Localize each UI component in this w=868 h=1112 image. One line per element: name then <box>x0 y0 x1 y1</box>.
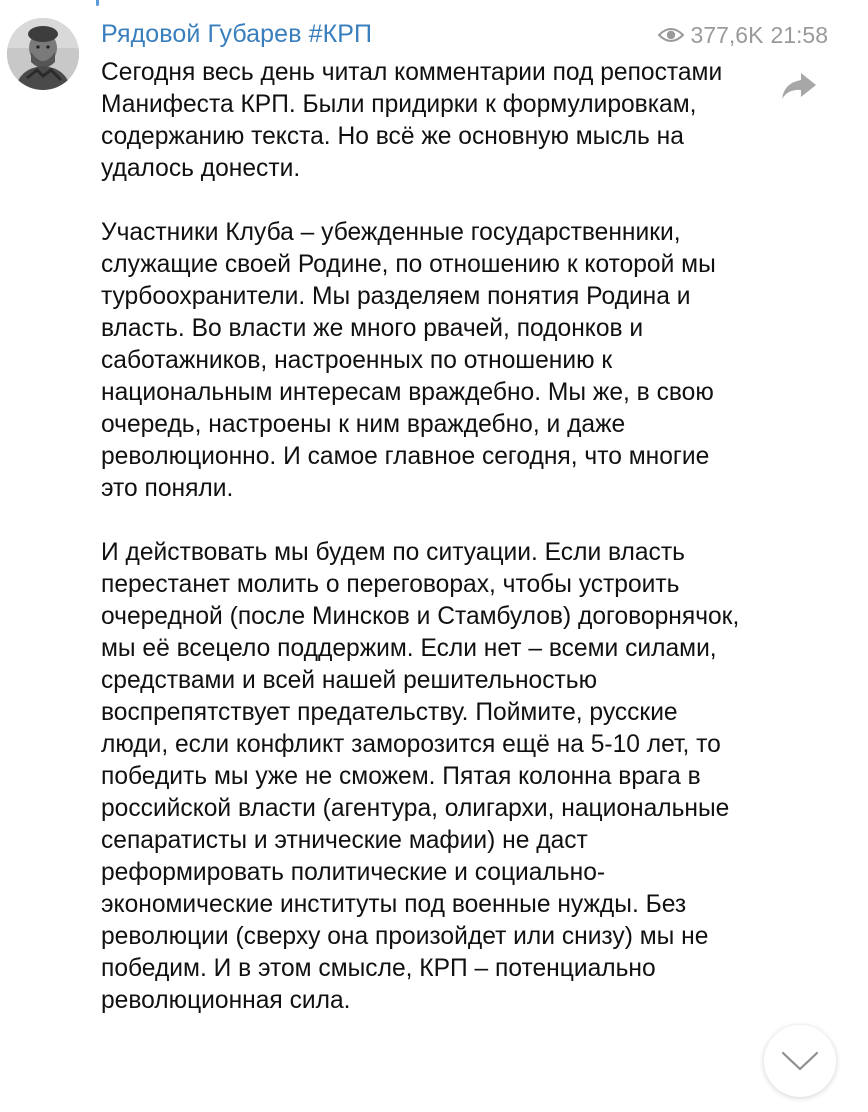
portrait-photo-icon <box>7 18 79 90</box>
share-arrow-icon <box>780 71 818 101</box>
post-text <box>101 57 751 1017</box>
post-paragraph-1: Сегодня весь день читал комментарии под репостами Манифеста КРП. Были придирки к формулировкам, содержанию текста. Но всё же основную мысль на удалось донести. <box>101 59 723 182</box>
views-count: 377,6K <box>690 21 764 48</box>
post-paragraph-3: И действовать мы будем по ситуации. Если власть перестанет молить о переговорах, чтобы устроить очередной (после Минсков и Стамбулов) договорнячок, мы её всецело поддержим. Если нет – всеми силами, средствами и всей нашей решительностью воспрепятствует предательству. Поймите, русские люди, если конфликт заморозится ещё на 5-10 лет, то победить мы уже не сможем. Пятая колонна врага в российской власти (агентура, олигархи, национальные сепаратисты и этнические мафии) не даст реформировать политические и социально-экономические институты под военные нужды. Без революции (сверху она произойдет или снизу) мы не победим. И в этом смысле, КРП – потенциально революционная сила. <box>101 539 740 1014</box>
message-accent-bar <box>96 0 99 6</box>
post-paragraph-2: Участники Клуба – убежденные государственники, служащие своей Родине, по отношению к которой мы турбоохранители. Мы разделяем понятия Родина и власть. Во власти же много рвачей, подонков и саботажников, настроенных по отношению к национальным интересам враждебно. Мы же, в свою очередь, настроены к ним враждебно, и даже революционно. И самое главное сегодня, что многие это поняли. <box>101 219 716 502</box>
share-button[interactable] <box>777 66 821 106</box>
avatar[interactable] <box>7 18 79 90</box>
scroll-down-button[interactable] <box>764 1025 836 1097</box>
message-time: 21:58 <box>770 21 828 48</box>
eye-icon <box>658 26 684 44</box>
message-meta <box>658 19 828 51</box>
channel-author-name[interactable]: Рядовой Губарев #КРП <box>101 20 373 48</box>
message-bubble <box>101 14 751 1017</box>
chevron-down-icon <box>780 1049 820 1073</box>
